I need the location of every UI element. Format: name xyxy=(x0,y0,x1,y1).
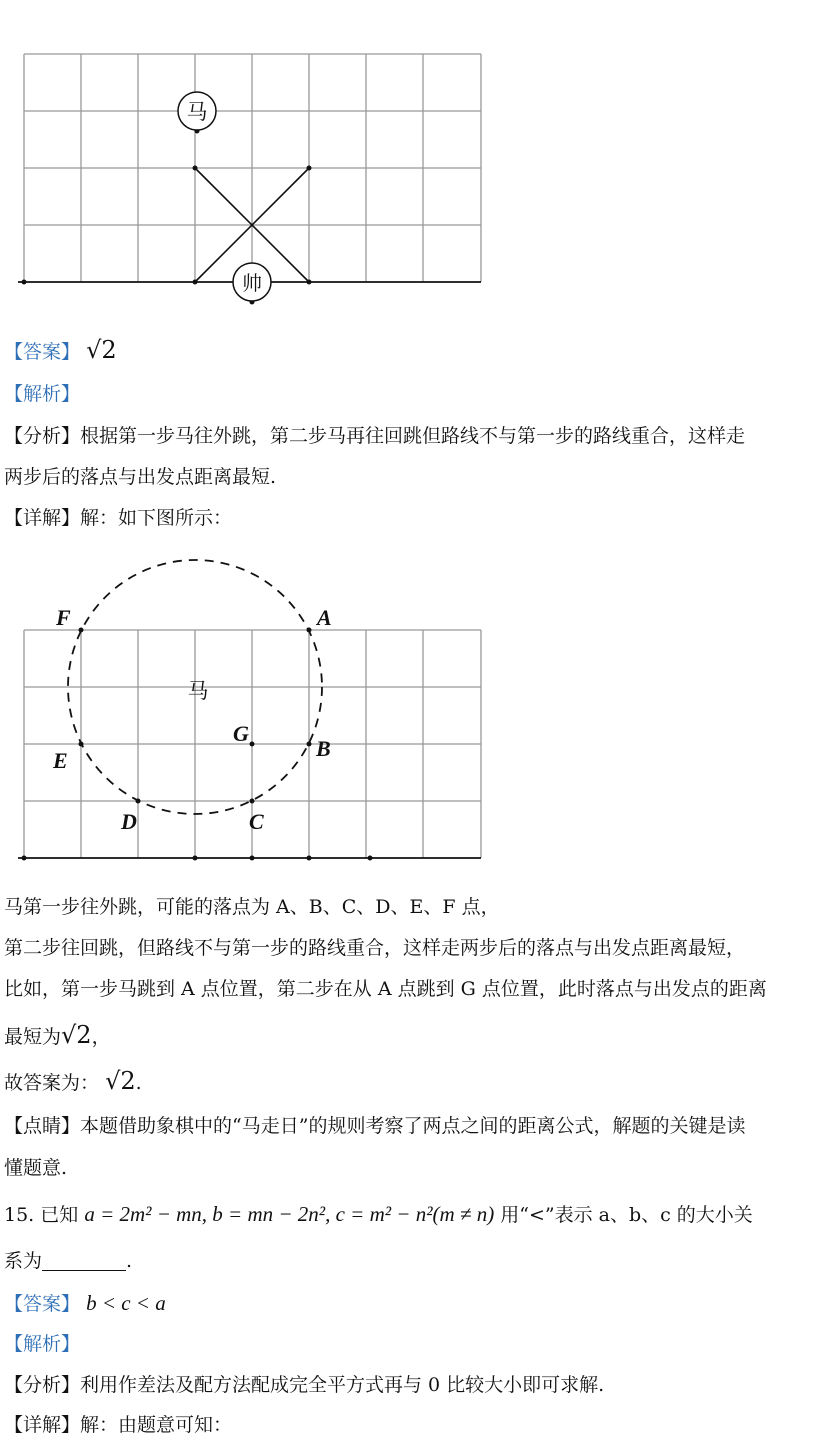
dianjing-line-2: 懂题意. xyxy=(4,1157,68,1179)
q15-fenxi-tag: 【分析】 xyxy=(4,1374,81,1396)
q15-xiangjie-text: 解：由题意可知： xyxy=(80,1414,233,1436)
q15-stem-prefix: 已知 xyxy=(40,1204,79,1226)
q15-fenxi-text: 利用作差法及配方法配成完全平方式再与 0 比较大小即可求解. xyxy=(80,1374,605,1396)
q15-xiangjie-line xyxy=(4,1411,232,1439)
q15-xiangjie-tag: 【详解】 xyxy=(4,1414,81,1436)
line4-prefix: 最短为 xyxy=(4,1026,62,1048)
chess-board-figure-1 xyxy=(0,40,500,310)
chess-board-figure-2 xyxy=(0,548,500,868)
q15-stem-line2-suffix: . xyxy=(126,1250,133,1272)
q15-number: 15. xyxy=(4,1204,35,1226)
line5-suffix: . xyxy=(135,1072,142,1094)
q15-stem-line-2 xyxy=(4,1247,132,1275)
q15-formula: a = 2m² − mn, b = mn − 2n², c = m² − n²(m ≠ n) xyxy=(84,1202,495,1226)
xiangjie-text: 解：如下图所示： xyxy=(80,507,233,529)
analysis-tag: 【解析】 xyxy=(4,383,81,405)
xiangjie-tag: 【详解】 xyxy=(4,507,81,529)
dianjing-line-1 xyxy=(4,1112,745,1140)
line4-suffix: ， xyxy=(91,1026,111,1048)
q15-answer-line xyxy=(4,1289,166,1318)
body-line-4 xyxy=(4,1021,111,1051)
q15-stem-line2-prefix: 系为 xyxy=(4,1250,43,1272)
fenxi-line-2: 两步后的落点与出发点距离最短. xyxy=(4,466,277,488)
answer-value: √2 xyxy=(86,336,117,364)
horse-label: 马 xyxy=(187,679,209,703)
dianjing-text: 本题借助象棋中的“马走日”的规则考察了两点之间的距离公式，解题的关键是读 xyxy=(80,1115,746,1137)
line5-value: √2 xyxy=(105,1067,136,1095)
answer-tag: 【答案】 xyxy=(4,341,81,363)
body-line-2: 第二步往回跳，但路线不与第一步的路线重合，这样走两步后的落点与出发点距离最短， xyxy=(4,937,746,959)
fenxi-text: 根据第一步马往外跳，第二步马再往回跳但路线不与第一步的路线重合，这样走 xyxy=(80,425,746,447)
q14-answer-line xyxy=(4,336,117,366)
body-line-5 xyxy=(4,1067,142,1097)
xiangjie-line xyxy=(4,504,232,532)
point-label-d: D xyxy=(121,809,137,834)
horse-piece-label: 马 xyxy=(186,100,208,124)
point-label-b: B xyxy=(316,736,331,761)
fenxi-line-1 xyxy=(4,422,745,450)
point-label-f: F xyxy=(56,605,71,630)
line5-prefix: 故答案为： xyxy=(4,1072,100,1094)
q15-answer-value: b < c < a xyxy=(86,1291,166,1315)
point-label-c: C xyxy=(249,809,264,834)
q15-stem-mid: 用“<”表示 a、b、c 的大小关 xyxy=(500,1204,753,1226)
point-label-e: E xyxy=(53,748,68,773)
fenxi-tag: 【分析】 xyxy=(4,425,81,447)
q15-stem-line-1 xyxy=(4,1200,753,1229)
line4-value: √2 xyxy=(61,1021,92,1049)
body-line-3: 比如，第一步马跳到 A 点位置，第二步在从 A 点跳到 G 点位置，此时落点与出发点的距离 xyxy=(4,978,767,1000)
dianjing-tag: 【点睛】 xyxy=(4,1115,81,1137)
q15-analysis-tag: 【解析】 xyxy=(4,1333,81,1355)
point-label-g: G xyxy=(233,721,249,746)
body-line-1: 马第一步往外跳，可能的落点为 A、B、C、D、E、F 点， xyxy=(4,896,500,918)
point-label-a: A xyxy=(317,605,332,630)
answer-blank xyxy=(42,1250,126,1271)
general-piece-label: 帅 xyxy=(242,271,262,295)
q15-fenxi-line xyxy=(4,1371,604,1399)
q15-answer-tag: 【答案】 xyxy=(4,1293,81,1315)
